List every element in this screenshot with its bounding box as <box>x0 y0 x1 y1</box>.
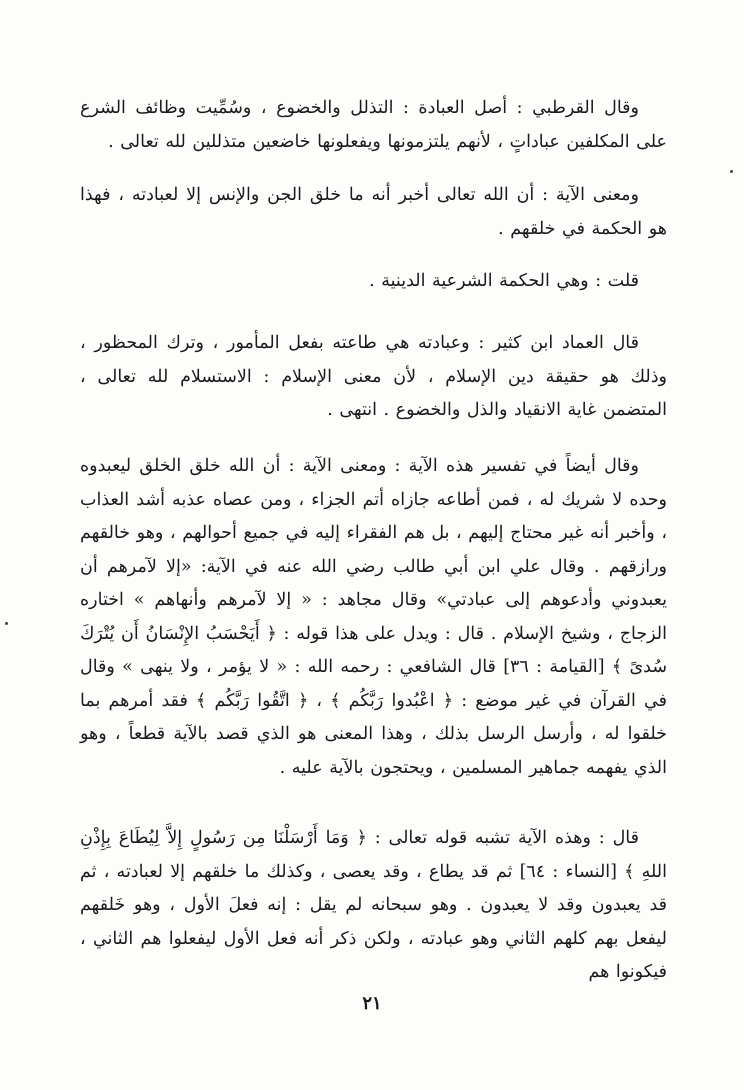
page-number: ٢١ <box>362 993 382 1014</box>
paragraph-ibn-kathir: قال العماد ابن كثير : وعبادته هي طاعته بفعل المأمور ، وترك المحظور ، وذلك هو حقيقة دين الإسلام ، لأن معنى الإسلام : الاستسلام لله تعالى ، المتضمن غاية الانقياد والذل والخضوع . انتهى . <box>80 333 667 420</box>
paragraph-qurtubi: وقال القرطبي : أصل العبادة : التذلل والخضوع ، وسُمِّيت وظائف الشرع على المكلفين عباداتٍ ، لأنهم يلتزمونها ويفعلونها خاضعين متذللين لله تعالى . <box>80 98 667 152</box>
paragraph-meaning-of-verse: ومعنى الآية : أن الله تعالى أخبر أنه ما خلق الجن والإنس إلا لعبادته ، فهذا هو الحكمة في خلقهم . <box>80 185 667 239</box>
paragraph-tafsir-continued: وقال أيضاً في تفسير هذه الآية : ومعنى الآية : أن الله خلق الخلق ليعبدوه وحده لا شريك له ، فمن أطاعه جازاه أتم الجزاء ، ومن عصاه عذبه أشد العذاب ، وأخبر أنه غير محتاج إليهم ، بل هم الفقراء إليه في جميع أحوالهم ، وهو خالقهم ورازقهم . وقال علي ابن أبي طالب رضي الله عنه في الآية: «إلا لآمرهم أن يعبدوني وأدعوهم إلى عبادتي» وقال مجاهد : « إلا لآمرهم وأنهاهم » اختاره الزجاج ، وشيخ الإسلام . قال : ويدل على هذا قوله : ﴿ أَيَحْسَبُ الإِنْسَانُ أَن يُتْرَكَ سُدىً ﴾ [القيامة : ٣٦] قال الشافعي : رحمه الله : « لا يؤمر ، ولا ينهى » وقال في القرآن في غير موضع : ﴿ اعْبُدوا رَبَّكُم ﴾ ، ﴿ اتَّقُوا رَبَّكُم ﴾ فقد أمرهم بما خلقوا له ، وأرسل الرسل بذلك ، وهذا المعنى هو الذي قصد بالآية قطعاً ، وهو الذي يفهمه جماهير المسلمين ، ويحتجون بالآية عليه . <box>80 456 667 778</box>
scan-speck <box>730 170 733 173</box>
scan-speck <box>5 622 8 625</box>
paragraph-verse-comparison: قال : وهذه الآية تشبه قوله تعالى : ﴿ وَمَا أَرْسَلْنَا مِن رَسُولٍ إِلاَّ لِيُطَاعَ بِإِذْنِ اللهِ ﴾ [النساء : ٦٤] ثم قد يطاع ، وقد يعصى ، وكذلك ما خلقهم إلا لعبادته ، ثم قد يعبدون وقد لا يعبدون . وهو سبحانه لم يقل : إنه فعلَ الأول ، وهو خَلقهم ليفعل بهم كلهم الثاني وهو عبادته ، ولكن ذكر أنه فعل الأول ليفعلوا هم الثاني ، فيكونوا هم <box>80 828 667 982</box>
paragraph-author-note: قلت : وهي الحكمة الشرعية الدينية . <box>369 271 639 291</box>
